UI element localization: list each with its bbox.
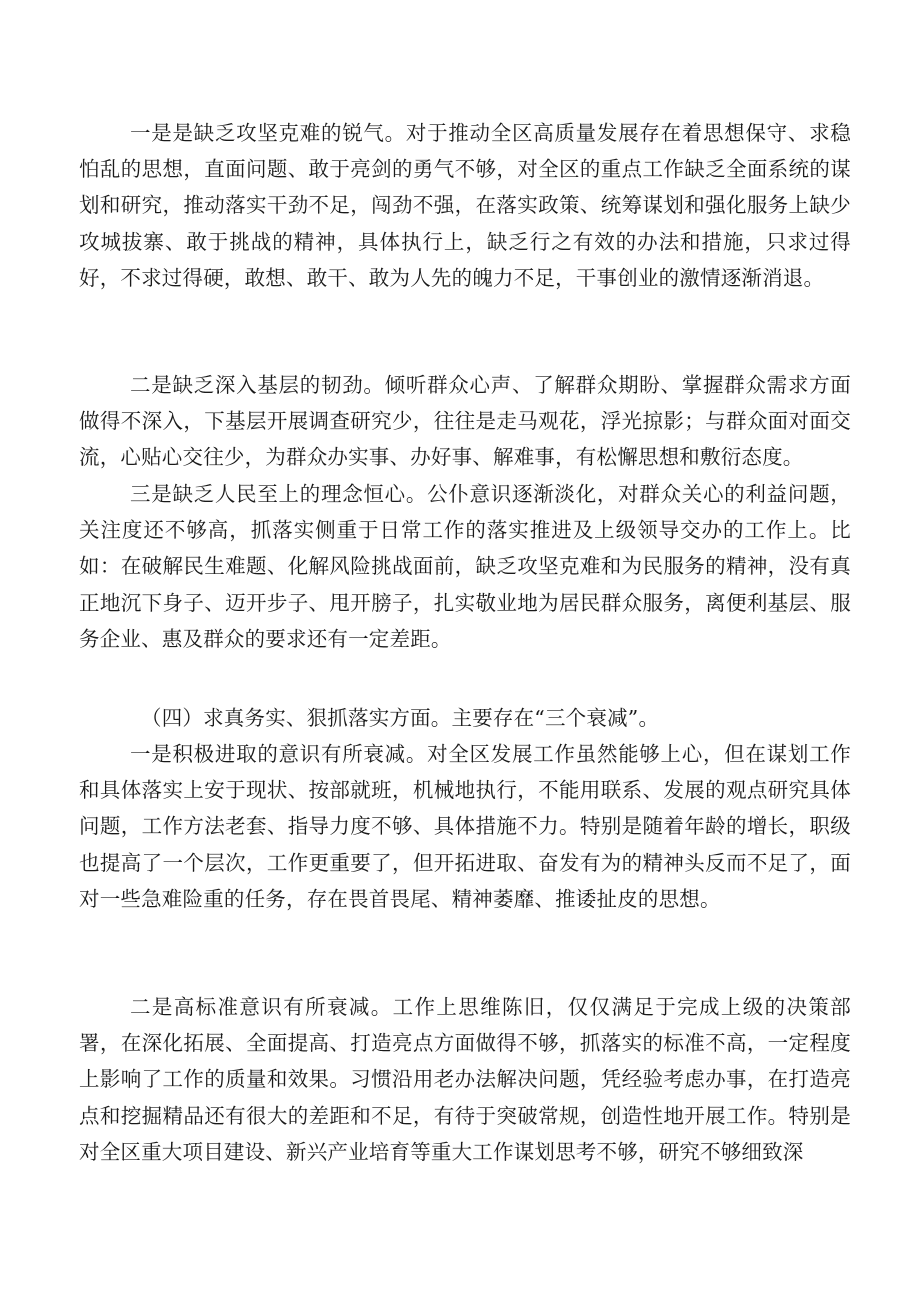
- paragraph-lack-of-people-first-commitment: 三是缺乏人民至上的理念恒心。公仆意识逐渐淡化，对群众关心的利益问题，关注度还不够高，抓落实侧重于日常工作的落实推进及上级领导交办的工作上。比如：在破解民生难题、化解风险挑战面前，缺乏攻坚克难和为民服务的精神，没有真正地沉下身子、迈开步子、甩开膀子，扎实敬业地为居民群众服务，离便利基层、服务企业、惠及群众的要求还有一定差距。: [79, 482, 851, 651]
- paragraph-declining-high-standard-awareness: 二是高标准意识有所衰减。工作上思维陈旧，仅仅满足于完成上级的决策部署，在深化拓展、全面提高、打造亮点方面做得不够，抓落实的标准不高，一定程度上影响了工作的质量和效果。习惯沿用老办法解决问题，凭经验考虑办事，在打造亮点和挖掘精品还有很大的差距和不足，有待于突破常规，创造性地开展工作。特别是对全区重大项目建设、新兴产业培育等重大工作谋划思考不够，研究不够细致深: [79, 995, 851, 1164]
- paragraph-declining-enterprising-awareness: 一是积极进取的意识有所衰减。对全区发展工作虽然能够上心，但在谋划工作和具体落实上安于现状、按部就班，机械地执行，不能用联系、发展的观点研究具体问题，工作方法老套、指导力度不够、具体措施不力。特别是随着年龄的增长，职级也提高了一个层次，工作更重要了，但开拓进取、奋发有为的精神头反而不足了，面对一些急难险重的任务，存在畏首畏尾、精神萎靡、推诿扯皮的思想。: [79, 742, 851, 911]
- section-heading-seeking-truth: （四）求真务实、狠抓落实方面。主要存在“三个衰减”。: [141, 706, 660, 730]
- paragraph-lack-of-tackling-spirit: 一是是缺乏攻坚克难的锐气。对于推动全区高质量发展存在着思想保守、求稳怕乱的思想，直面问题、敢于亮剑的勇气不够，对全区的重点工作缺乏全面系统的谋划和研究，推动落实干劲不足，闯劲不强，在落实政策、统筹谋划和强化服务上缺少攻城拔寨、敢于挑战的精神，具体执行上，缺乏行之有效的办法和措施，只求过得好，不求过得硬，敢想、敢干、敢为人先的魄力不足，干事创业的激情逐渐消退。: [79, 121, 851, 290]
- paragraph-lack-of-grassroots-tenacity: 二是缺乏深入基层的韧劲。倾听群众心声、了解群众期盼、掌握群众需求方面做得不深入，下基层开展调查研究少，往往是走马观花，浮光掠影；与群众面对面交流，心贴心交往少，为群众办实事、办好事、解难事，有松懈思想和敷衍态度。: [79, 373, 851, 470]
